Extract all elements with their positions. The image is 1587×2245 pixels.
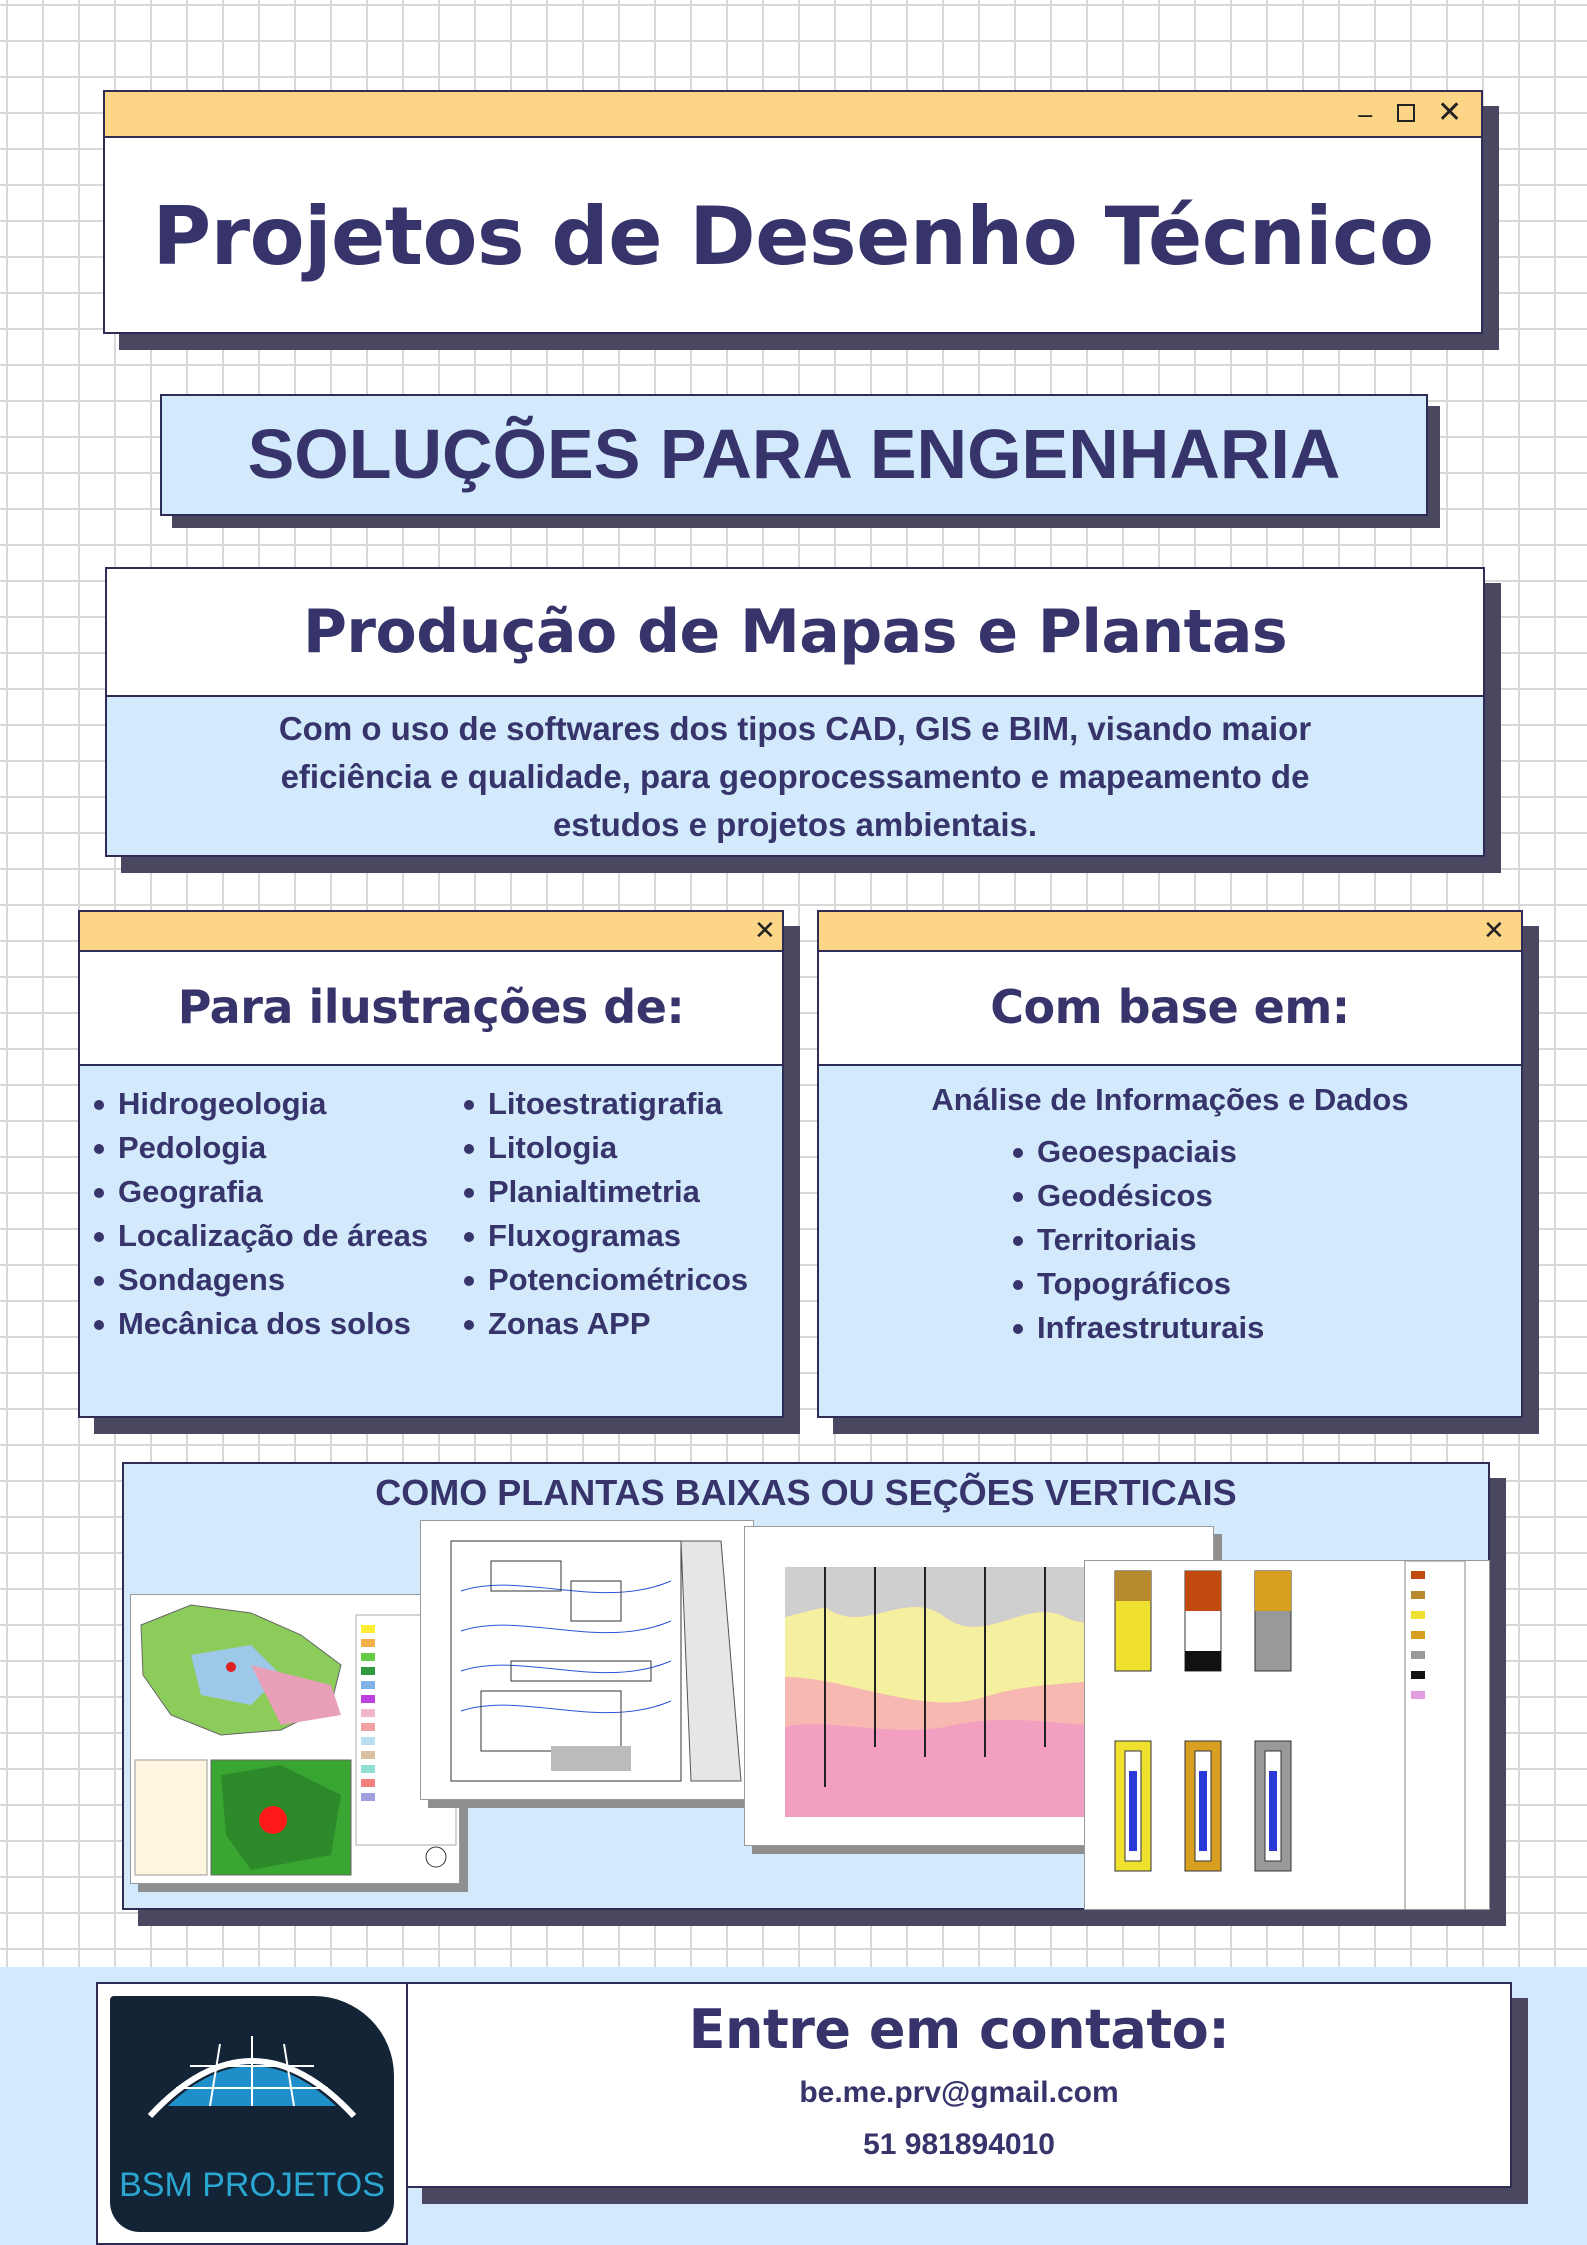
solutions-banner — [160, 394, 1428, 516]
list-item: Infraestruturais — [1009, 1306, 1264, 1350]
illustrations-header — [80, 952, 782, 1066]
logo-background — [110, 1996, 394, 2232]
illustrations-window — [78, 910, 784, 1418]
base-intro: Análise de Informações e Dados — [931, 1082, 1409, 1117]
list-item: Hidrogeologia — [90, 1082, 428, 1126]
logo-text: BSM PROJETOS — [119, 2166, 385, 2204]
title-window — [103, 90, 1483, 334]
banner-text: SOLUÇÕES PARA ENGENHARIA — [247, 415, 1341, 493]
list-item: Fluxogramas — [460, 1214, 748, 1258]
list-item: Territoriais — [1009, 1218, 1264, 1262]
list-item: Sondagens — [90, 1258, 428, 1302]
site-floor-plan-thumbnail — [420, 1520, 754, 1800]
close-icon[interactable]: ✕ — [754, 916, 776, 946]
illustrations-list-b — [460, 1082, 748, 1346]
production-title: Produção de Mapas e Plantas — [302, 597, 1288, 667]
illustrations-list-a — [90, 1082, 428, 1346]
list-item: Geoespaciais — [1009, 1130, 1264, 1174]
list-item: Geografia — [90, 1170, 428, 1214]
base-list — [1009, 1130, 1264, 1350]
illustrations-title: Para ilustrações de: — [177, 980, 685, 1034]
regional-map-thumbnail — [130, 1594, 460, 1884]
list-item: Geodésicos — [1009, 1174, 1264, 1218]
close-icon[interactable]: ✕ — [1483, 916, 1505, 946]
contact-phone[interactable]: 51 981894010 — [863, 2128, 1055, 2161]
contact-window — [406, 1982, 1512, 2188]
plans-title: COMO PLANTAS BAIXAS OU SEÇÕES VERTICAIS — [375, 1472, 1237, 1513]
production-description: Com o uso de softwares dos tipos CAD, GIS e BIM, visando maior eficiência e qualidade, para geoprocessamento e mapeamento de estudos e projetos ambientais. — [278, 710, 1312, 843]
illustrations-title-bar — [80, 912, 782, 952]
company-logo — [96, 1982, 408, 2245]
contact-email[interactable]: be.me.prv@gmail.com — [799, 2076, 1119, 2109]
base-title: Com base em: — [990, 980, 1350, 1034]
maximize-icon[interactable] — [1397, 104, 1415, 122]
production-header — [107, 569, 1483, 697]
list-item: Litologia — [460, 1126, 748, 1170]
borehole-logs-thumbnail — [1084, 1560, 1490, 1910]
list-item: Topográficos — [1009, 1262, 1264, 1306]
close-icon[interactable]: ✕ — [1437, 95, 1463, 130]
globe-icon — [110, 1996, 394, 2146]
list-item: Litoestratigrafia — [460, 1082, 748, 1126]
base-window — [817, 910, 1523, 1418]
list-item: Potenciométricos — [460, 1258, 748, 1302]
base-title-bar — [819, 912, 1521, 952]
page-title: Projetos de Desenho Técnico — [152, 190, 1434, 283]
list-item: Mecânica dos solos — [90, 1302, 428, 1346]
list-item: Pedologia — [90, 1126, 428, 1170]
title-bar — [105, 92, 1481, 138]
list-item: Zonas APP — [460, 1302, 748, 1346]
contact-title: Entre em contato: — [688, 1998, 1230, 2061]
minimize-icon[interactable]: ‒ — [1357, 100, 1374, 130]
list-item: Localização de áreas — [90, 1214, 428, 1258]
plans-section — [122, 1462, 1490, 1910]
list-item: Planialtimetria — [460, 1170, 748, 1214]
base-header — [819, 952, 1521, 1066]
production-window — [105, 567, 1485, 857]
